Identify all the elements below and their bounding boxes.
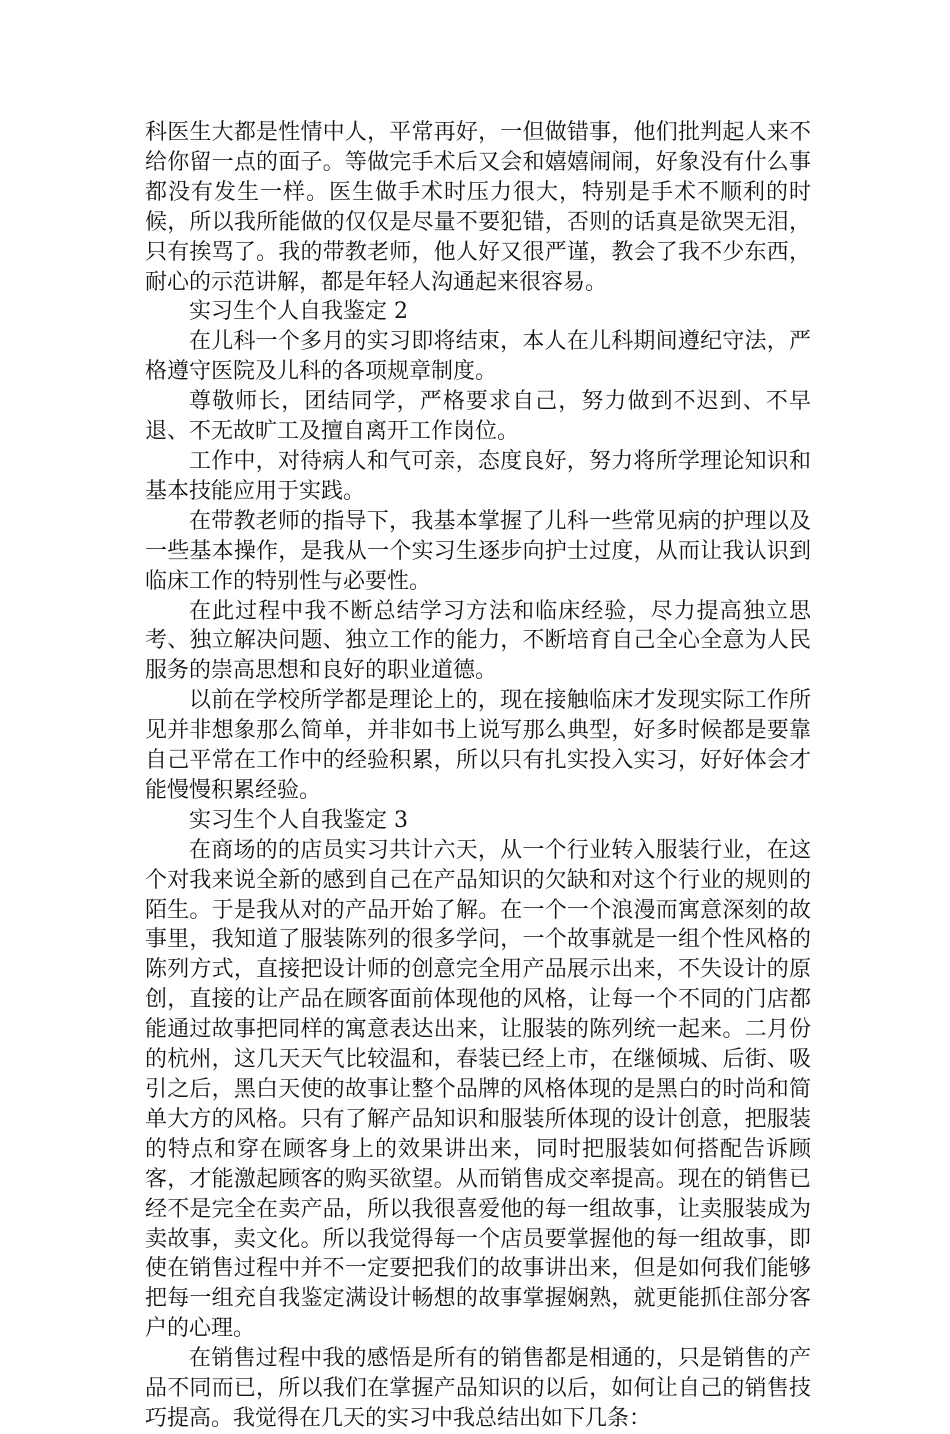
paragraph: 在带教老师的指导下，我基本掌握了儿科一些常见病的护理以及一些基本操作，是我从一个实习生逐步向护士过度，从而让我认识到临床工作的特别性与必要性。 [145,508,811,594]
section-heading: 实习生个人自我鉴定 2 [189,299,408,325]
paragraph: 科医生大都是性情中人，平常再好，一但做错事，他们批判起人来不给你留一点的面子。等做完手术后又会和嬉嬉闹闹，好象没有什么事都没有发生一样。医生做手术时压力很大，特别是手术不顺利的时候，所以我所能做的仅仅是尽量不要犯错，否则的话真是欲哭无泪，只有挨骂了。我的带教老师，他人好又很严谨，教会了我不少东西，耐心的示范讲解，都是年轻人沟通起来很容易。 [145,120,811,295]
paragraph: 在儿科一个多月的实习即将结束，本人在儿科期间遵纪守法，严格遵守医院及儿科的各项规章制度。 [145,329,811,385]
section-heading: 实习生个人自我鉴定 3 [189,807,408,833]
paragraph: 尊敬师长，团结同学，严格要求自己，努力做到不迟到、不早退、不无故旷工及擅自离开工作岗位。 [145,389,811,445]
paragraph: 工作中，对待病人和气可亲，态度良好，努力将所学理论知识和基本技能应用于实践。 [145,448,811,504]
paragraph: 以前在学校所学都是理论上的，现在接触临床才发现实际工作所见并非想象那么简单，并非如书上说写那么典型，好多时候都是要靠自己平常在工作中的经验积累，所以只有扎实投入实习，好好体会才能慢慢积累经验。 [145,688,811,803]
paragraph: 在商场的的店员实习共计六天，从一个行业转入服装行业，在这个对我来说全新的感到自己在产品知识的欠缺和对这个行业的规则的陌生。于是我从对的产品开始了解。在一个一个浪漫而寓意深刻的故事里，我知道了服装陈列的很多学问，一个故事就是一组个性风格的陈列方式，直接把设计师的创意完全用产品展示出来，不失设计的原创，直接的让产品在顾客面前体现他的风格，让每一个不同的门店都能通过故事把同样的寓意表达出来，让服装的陈列统一起来。二月份的杭州，这几天天气比较温和，春装已经上市，在继倾城、后街、吸引之后，黑白天使的故事让整个品牌的风格体现的是黑白的时尚和简单大方的风格。只有了解产品知识和服装所体现的设计创意，把服装的特点和穿在顾客身上的效果讲出来，同时把服装如何搭配告诉顾客，才能激起顾客的购买欲望。从而销售成交率提高。现在的销售已经不是完全在卖产品，所以我很喜爱他的每一组故事，让卖服装成为卖故事，卖文化。所以我觉得每一个店员要掌握他的每一组故事，即使在销售过程中并不一定要把我们的故事讲出来，但是如何我们能够把每一组充自我鉴定满设计畅想的故事掌握娴熟，就更能抓住部分客户的心理。 [145,837,811,1342]
paragraph: 在销售过程中我的感悟是所有的销售都是相通的，只是销售的产品不同而已，所以我们在掌握产品知识的以后，如何让自己的销售技巧提高。我觉得在几天的实习中我总结出如下几条： [145,1346,811,1431]
paragraph: 在此过程中我不断总结学习方法和临床经验，尽力提高独立思考、独立解决问题、独立工作的能力，不断培育自己全心全意为人民服务的崇高思想和良好的职业道德。 [145,598,811,684]
document-page [145,118,811,1434]
